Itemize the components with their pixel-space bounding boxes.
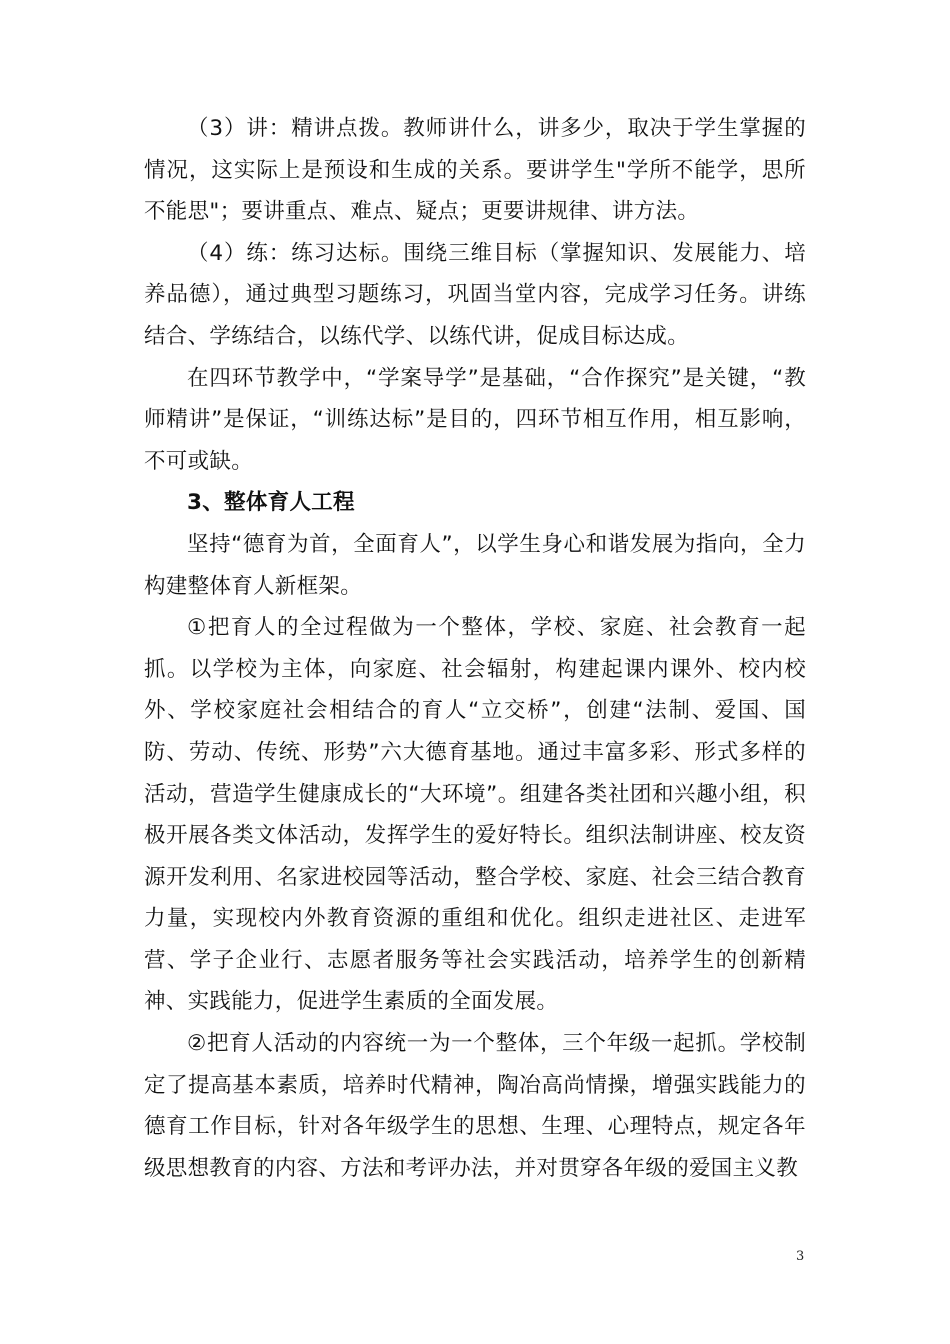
paragraph-point-2: ②把育人活动的内容统一为一个整体，三个年级一起抓。学校制定了提高基本素质，培养时代精神，陶冶高尚情操，增强实践能力的德育工作目标，针对各年级学生的思想、生理、心理特点，规定各年级思想教育的内容、方法和考评办法，并对贯穿各年级的爱国主义教 [144,1031,806,1181]
paragraph-lian: （4）练：练习达标。围绕三维目标（掌握知识、发展能力、培养品德），通过典型习题练习，巩固当堂内容，完成学习任务。讲练结合、学练结合，以练代学、以练代讲，促成目标达成。 [144,240,806,349]
page-number: 3 [796,1249,805,1264]
paragraph-four-steps: 在四环节教学中，“学案导学”是基础，“合作探究”是关键，“教师精讲”是保证，“训练达标”是目的，四环节相互作用，相互影响，不可或缺。 [144,365,806,474]
paragraph-jiang: （3）讲：精讲点拨。教师讲什么，讲多少，取决于学生掌握的情况，这实际上是预设和生成的关系。要讲学生"学所不能学，思所不能思"；要讲重点、难点、疑点；更要讲规律、讲方法。 [144,116,806,225]
paragraph-point-1: ①把育人的全过程做为一个整体，学校、家庭、社会教育一起抓。以学校为主体，向家庭、社会辐射，构建起课内课外、校内校外、学校家庭社会相结合的育人“立交桥”，创建“法制、爱国、国防、劳动、传统、形势”六大德育基地。通过丰富多彩、形式多样的活动，营造学生健康成长的“大环境”。组建各类社团和兴趣小组，积极开展各类文体活动，发挥学生的爱好特长。组织法制讲座、校友资源开发利用、名家进校园等活动，整合学校、家庭、社会三结合教育力量，实现校内外教育资源的重组和优化。组织走进社区、走进军营、学子企业行、志愿者服务等社会实践活动，培养学生的创新精神、实践能力，促进学生素质的全面发展。 [144,615,806,1015]
document-body [144,108,806,1189]
section-heading: 3、整体育人工程 [187,490,355,516]
paragraph-principle: 坚持“德育为首，全面育人”，以学生身心和谐发展为指向，全力构建整体育人新框架。 [144,531,806,599]
